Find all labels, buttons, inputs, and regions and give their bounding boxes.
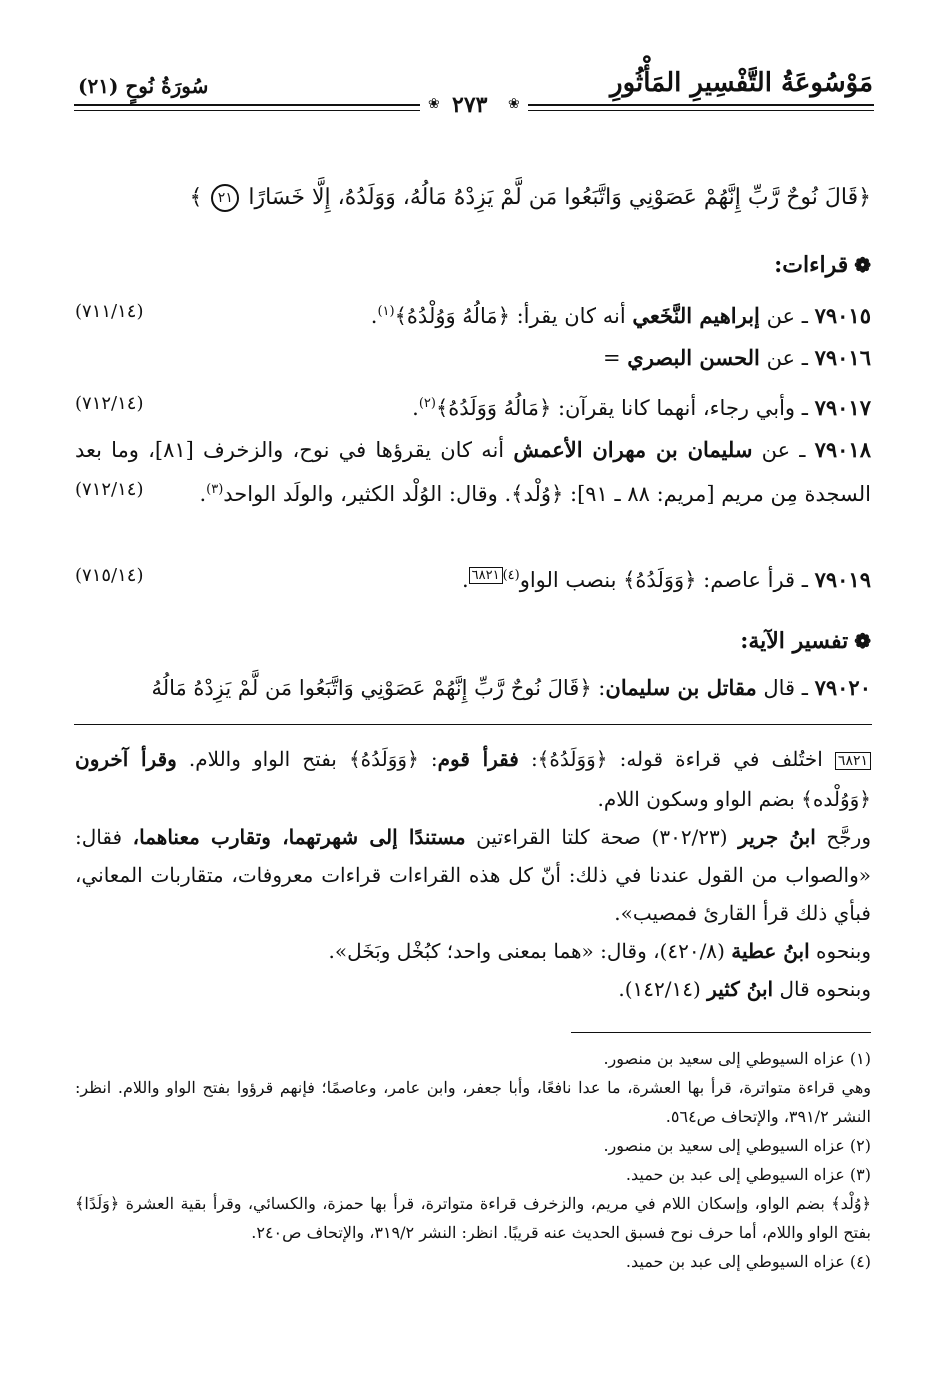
entry-text: : ﴿قَالَ نُوحٌ رَّبِّ إِنَّهُمْ عَصَوْنِي وَاتَّبَعُوا مَن لَّمْ يَزِدْهُ مَالُهُ <box>151 676 606 700</box>
narrator-name: إبراهيم النَّخَعي <box>632 303 760 328</box>
footnotes <box>75 1044 871 1276</box>
ayah-number: ٢١ <box>211 184 239 212</box>
commentary-text: اختُلف في قراءة قوله: ﴿وَوَلَدُهُ﴾: <box>518 747 835 771</box>
commentary-block <box>75 740 871 1008</box>
volume-reference: (٧١٢/١٤) <box>75 479 144 500</box>
narrator-name: مقاتل بن سليمان <box>605 675 757 700</box>
entry-text: أنه كان يقرأ: ﴿مَالُهُ وَوُلْدُهُ﴾ <box>394 304 633 328</box>
commentary-text: فقال: «والصواب من القول عندنا في ذلك: أنّ كل هذه القراءات قراءات معروفات، متقاربات المعاني، فبأي ذلك قرأ القارئ فمصيب». <box>75 824 871 925</box>
commentary-text: (٣٠٢/٢٣) صحة كلتا القراءتين <box>465 824 739 849</box>
commentary-paragraph <box>75 932 871 970</box>
commentary-paragraph <box>75 740 871 818</box>
readings-heading <box>774 252 871 278</box>
narrator-name: الحسن البصري <box>627 345 760 370</box>
reading-entry <box>75 556 871 600</box>
header-rule-left-thin <box>74 110 420 111</box>
footnote-marker: (٣) <box>206 482 224 497</box>
volume-reference: (٧١٢/١٤) <box>75 393 144 414</box>
commentary-text: ورجَّح <box>815 824 871 849</box>
entry-text: : ﴿وَوَلَدُهُ﴾ بنصب الواو <box>519 568 711 592</box>
header-rule-right <box>528 104 874 106</box>
tafsir-heading-text: تفسير الآية: <box>740 628 849 654</box>
cross-reference-box: ٦٨٢١ <box>835 752 871 770</box>
volume-reference: (٧١٥/١٤) <box>75 565 144 586</box>
entry-number: ٧٩٠١٨ <box>814 437 871 462</box>
footnote: (٤) عزاه السيوطي إلى عبد بن حميد. <box>625 1252 871 1271</box>
footnote-marker: (١) <box>377 304 395 319</box>
entry-after: . <box>461 568 469 592</box>
ornament-icon: ❀ <box>508 96 520 112</box>
book-title: مَوْسُوعَةُ التَّفْسِيرِ المَأْثُورِ <box>610 68 873 98</box>
commentary-bold: ابنُ عطية <box>731 938 810 963</box>
cross-reference-box: ٦٨٢١ <box>469 567 503 584</box>
entry-text: = <box>602 346 628 370</box>
entry-prefix: ـ عن <box>759 346 815 370</box>
commentary-bold: فقرأ قوم <box>437 747 519 771</box>
commentary-text: (١٤٢/١٤). <box>618 976 708 1001</box>
header-rule-left <box>74 104 420 106</box>
entry-after: . <box>199 482 207 506</box>
reading-entry <box>75 430 871 514</box>
flower-icon: ❁ <box>854 253 871 277</box>
entry-number: ٧٩٠٢٠ <box>814 675 871 700</box>
entry-number: ٧٩٠١٦ <box>814 345 871 370</box>
narrator-name: وأبي رجاء <box>709 396 796 420</box>
tafsir-entry <box>75 668 871 708</box>
commentary-bold: مستندًا إلى شهرتهما، وتقارب معناهما، <box>132 824 466 849</box>
page-number: ٢٧٣ <box>452 92 488 118</box>
commentary-text: وبنحوه <box>809 938 871 963</box>
entry-number: ٧٩٠١٩ <box>814 567 871 592</box>
entry-prefix: ـ قال <box>756 676 815 700</box>
footnote: (١) عزاه السيوطي إلى سعيد بن منصور. <box>603 1049 871 1068</box>
entry-prefix: ـ عن <box>759 304 815 328</box>
footnote: ﴿وُلْد﴾ بضم الواو، وإسكان اللام في مريم، والزخرف قراءة متواترة، قرأ بها حمزة، والكسائي، وقرأ بقية العشرة ﴿وَلَدًا﴾ بفتح الواو واللام، أما حرف نوح فسبق الحديث عنه قريبًا. انظر: النشر ٣١٩/٢، والإتحاف ص٢٤٠. <box>75 1194 871 1242</box>
tafsir-heading <box>740 628 871 654</box>
commentary-text: وبنحوه قال <box>773 976 871 1001</box>
narrator-name: سليمان بن مهران الأعمش <box>513 437 753 462</box>
commentary-text: : ﴿وَوَلَدُهُ﴾ بفتح الواو واللام. <box>176 747 438 771</box>
entry-number: ٧٩٠١٥ <box>814 303 871 328</box>
reading-entry <box>75 384 871 428</box>
entry-prefix: ـ <box>795 396 815 420</box>
commentary-text: ﴿وَوُلْده﴾ بضم الواو وسكون اللام. <box>597 786 871 811</box>
commentary-paragraph <box>75 970 871 1008</box>
readings-heading-text: قراءات: <box>774 252 849 278</box>
sura-name: سُورَةُ نُوحٍ (٢١) <box>78 74 209 98</box>
entry-prefix: ـ <box>795 568 815 592</box>
narrator-name: قرأ عاصم <box>710 568 796 592</box>
commentary-paragraph <box>75 818 871 932</box>
header-rule-right-thin <box>528 110 874 111</box>
reading-entry <box>75 292 871 336</box>
entry-text: أنه كان يقرؤها في نوح، والزخرف [٨١]، وما بعد السجدة مِن مريم [مريم: ٨٨ ـ ٩١]: ﴿وُلْد﴾. وقال: الوُلْد الكثير، والولَد الواحد <box>75 438 871 506</box>
quran-verse <box>71 184 871 212</box>
volume-reference: (٧١١/١٤) <box>75 301 144 322</box>
entry-text: ، أنهما كانا يقرآن: ﴿مَالُهُ وَوَلَدُهُ﴾ <box>435 396 710 420</box>
footnote-marker: (٢) <box>418 396 436 411</box>
footnote-marker: (٤) <box>502 568 520 583</box>
commentary-bold: وقرأ آخرون <box>75 747 177 771</box>
entry-after: . <box>412 396 419 420</box>
reading-entry <box>75 338 871 378</box>
footnote: وهي قراءة متواترة، قرأ بها العشرة، ما عدا نافعًا، وأبا جعفر، وابن عامر، وعاصمًا؛ فإنهم قرؤوا بفتح الواو واللام. انظر: النشر ٣٩١/٢، والإتحاف ص٥٦٤. <box>75 1078 871 1126</box>
ornament-icon: ❀ <box>428 96 440 112</box>
flower-icon: ❁ <box>854 629 871 653</box>
entry-number: ٧٩٠١٧ <box>814 395 871 420</box>
footnote-divider <box>571 1032 871 1033</box>
verse-close: ﴾ <box>189 185 203 210</box>
entry-prefix: ـ عن <box>752 438 815 462</box>
commentary-text: (٤٢٠/٨)، وقال: «هما بمعنى واحد؛ كبُخْل وبَخَل». <box>328 938 732 963</box>
footnote: (٣) عزاه السيوطي إلى عبد بن حميد. <box>625 1165 871 1184</box>
entry-after: . <box>370 304 378 328</box>
commentary-bold: ابنُ كثير <box>707 976 774 1001</box>
footnote: (٢) عزاه السيوطي إلى سعيد بن منصور. <box>603 1136 871 1155</box>
commentary-divider <box>74 724 872 725</box>
commentary-bold: ابنُ جرير <box>738 824 816 849</box>
verse-text: ﴿قَالَ نُوحٌ رَّبِّ إِنَّهُمْ عَصَوْنِي وَاتَّبَعُوا مَن لَّمْ يَزِدْهُ مَالُهُ، وَوَلَدُهُ، إِلَّا خَسَارًا <box>248 185 871 210</box>
